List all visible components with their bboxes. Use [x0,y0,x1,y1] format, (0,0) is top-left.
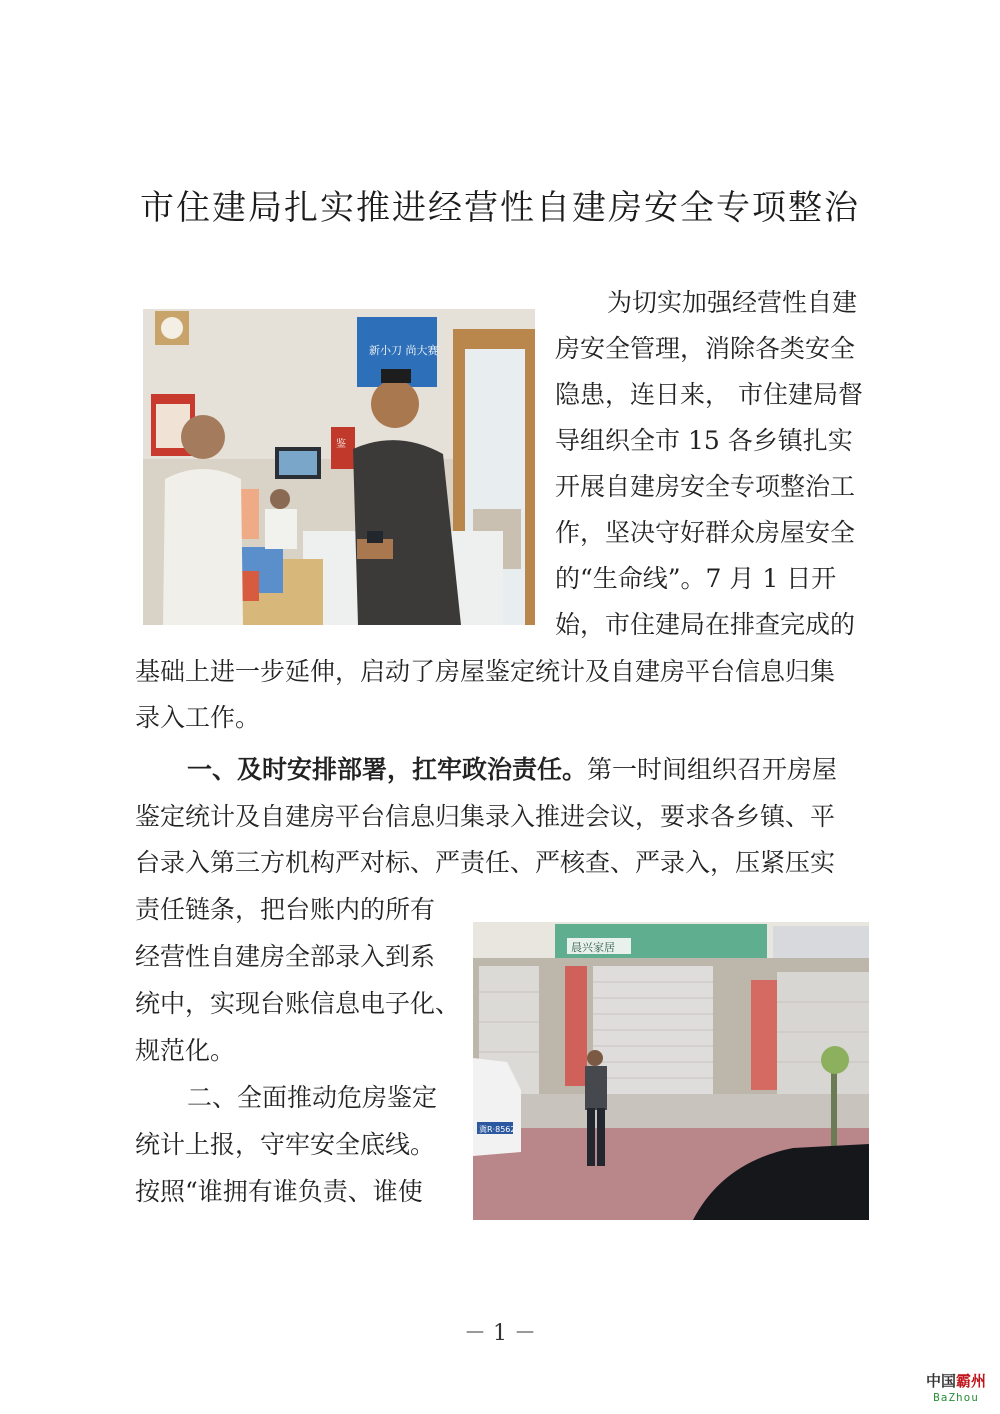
section1-wrap-line: 统中，实现台账信息电子化、 [135,989,461,1018]
photo-shop-inspection-image [143,309,535,625]
shop-sign-text: 晨兴家居 [571,941,615,954]
site-logo [926,1370,986,1404]
intro-line: 开展自建房安全专项整治工 [555,472,856,501]
section1-wrap-line: 规范化。 [135,1036,236,1065]
site-logo-en: BaZhou [933,1391,979,1404]
intro-line: 作，坚决守好群众房屋安全 [555,518,856,547]
section2-line: 按照“谁拥有谁负责、谁使 [135,1177,423,1206]
intro-line: 导组织全市 15 各乡镇扎实 [555,426,853,455]
intro-line: 房安全管理，消除各类安全 [555,334,856,363]
section1-first-line: 一、及时安排部署，扛牢政治责任。 第一时间组织召开房屋 [187,753,875,787]
intro-tail-line: 基础上进一步延伸，启动了房屋鉴定统计及自建房平台信息归集 [135,657,836,686]
intro-line: 为切实加强经营性自建 [607,288,858,317]
photo-street-shops [473,922,869,1220]
intro-line: 隐患，连日来， 市住建局督 [555,380,863,409]
site-logo-cn-highlight: 霸州 [955,1372,986,1390]
page-number: － 1 － [464,1321,536,1346]
intro-line: 始，市住建局在排查完成的 [555,610,856,639]
license-plate-text: 冀R·8562 [479,1125,516,1134]
photo-shop-inspection [143,309,535,625]
intro-tail-line: 录入工作。 [135,703,261,732]
section1-line: 鉴定统计及自建房平台信息归集录入推进会议，要求各乡镇、平 [135,802,836,831]
poster-text: 新小刀 尚大赛 [369,344,439,357]
site-logo-cn-prefix: 中国 [925,1372,956,1390]
section1-wrap-line: 经营性自建房全部录入到系 [135,942,436,971]
section2-line: 二、全面推动危房鉴定 [187,1083,438,1112]
intro-line: 的“生命线”。7 月 1 日开 [555,564,837,593]
section1-line: 台录入第三方机构严对标、严责任、严核查、严录入，压紧压实 [135,848,836,877]
section2-line: 统计上报，守牢安全底线。 [135,1130,436,1159]
photo-street-shops-image [473,922,869,1220]
section1-heading: 一、及时安排部署，扛牢政治责任。 [187,755,588,784]
page-title: 市住建局扎实推进经营性自建房安全专项整治 [140,188,860,228]
site-logo-cn [926,1370,986,1391]
notice-sign-text: 鉴 [336,439,346,450]
section1-wrap-line: 责任链条，把台账内的所有 [135,895,436,924]
